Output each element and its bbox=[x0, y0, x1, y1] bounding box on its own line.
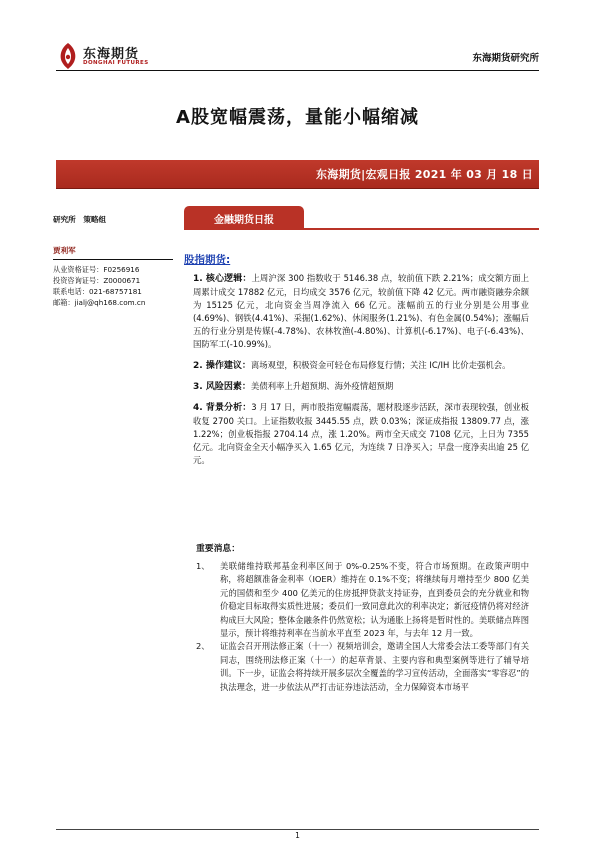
item-text: 美债利率上升超预期、海外疫情超预期 bbox=[250, 380, 394, 391]
section-tab bbox=[184, 206, 304, 228]
item-text: 离场观望，积极资金可轻仓布局修复行情；关注 IC/IH 比价走强机会。 bbox=[250, 359, 511, 370]
news-text: 证监会召开刑法修正案（十一）视频培训会，邀请全国人大常委会法工委等部门有关同志，围绕刑法修正案（十一）的起草背景、主要内容和典型案例等进行了辅导培训。下一步，证监会将持续开展多层次全覆盖的学习宣传活动，全面落实“零容忍”的执法理念，进一步依法从严打击证券违法活动，全力保障资本市场平 bbox=[220, 641, 529, 692]
consulting-number: 投资咨询证号：Z0000671 bbox=[53, 275, 141, 285]
item-text: 上周沪深 300 指数收于 5146.38 点，较前值下跌 2.21%；成交额方面上周累计成交 17882 亿元，日均成交 3576 亿元，较前值下降 42 亿元。两市融资融券余额为 15125 亿元，北向资金当周净流入 66 亿元。涨幅前五的行业分别是公用事业(4.69%)、钢铁(4.41%)、采掘(1.62%)、休闲服务(1.21%)、有色金属(0.54%)；涨幅后五的行业分别是传媒(-4.78%)、农林牧渔(-4.80%)、计算机(-6.17%)、电子(-6.43%)、国防军工(-10.99%)。 bbox=[193, 273, 529, 350]
company-logo bbox=[56, 40, 196, 74]
item-heading: 2. 操作建议： bbox=[193, 360, 251, 371]
logo-chinese-name: 东海期货 bbox=[83, 47, 140, 62]
news-list bbox=[196, 560, 529, 694]
item-heading: 3. 风险因素： bbox=[193, 381, 251, 392]
header-divider bbox=[56, 70, 539, 71]
footer-divider bbox=[56, 829, 539, 830]
news-item bbox=[196, 560, 529, 640]
section-tab-label: 金融期货日报 bbox=[214, 215, 274, 226]
logo-mark-icon bbox=[56, 42, 80, 70]
item-heading: 4. 背景分析： bbox=[193, 402, 252, 413]
qualification-number: 从业资格证号：F0256916 bbox=[53, 264, 140, 274]
phone-number: 联系电话：021-68757181 bbox=[53, 287, 142, 297]
news-heading: 重要消息： bbox=[196, 544, 240, 554]
subheading-stock-index-futures: 股指期货: bbox=[184, 254, 231, 266]
report-info-text: 东海期货|宏观日报 2021 年 03 月 18 日 bbox=[315, 168, 533, 181]
item-text: 3 月 17 日，两市股指宽幅震荡，题材股逐步活跃，深市表现较强，创业板收复 2700 关口。上证指数收报 3445.55 点，跌 0.03%；深证成指报 13809.77 点，涨 1.22%；创业板指报 2704.14 点，涨 1.20%。两市全天成交 7108 亿元，上日为 7355 亿元。北向资金全天小幅净买入 1.65 亿元，为连续 7 日净买入；早盘一度净卖出逾 25 亿元。 bbox=[193, 401, 529, 466]
report-info-band bbox=[56, 160, 539, 189]
analyst-divider bbox=[53, 259, 173, 260]
page-number: 1 bbox=[295, 831, 300, 840]
analysis-item bbox=[193, 272, 529, 352]
section-divider bbox=[184, 228, 539, 230]
news-number: 1、 bbox=[196, 561, 210, 571]
news-item bbox=[196, 640, 529, 694]
email-address[interactable]: 邮箱：jialj@qh168.com.cn bbox=[53, 298, 146, 308]
analysis-body bbox=[193, 272, 529, 474]
analysis-item bbox=[193, 380, 529, 394]
item-heading: 1. 核心逻辑： bbox=[193, 274, 252, 284]
report-title: A股宽幅震荡，量能小幅缩减 bbox=[176, 107, 419, 128]
analyst-name: 贾利军 bbox=[53, 246, 76, 256]
logo-english-name: DONGHAI FUTURES bbox=[83, 60, 149, 66]
analysis-item bbox=[193, 401, 529, 467]
author-panel bbox=[53, 214, 173, 309]
institute-name: 东海期货研究所 bbox=[472, 53, 539, 64]
team-label: 研究所 策略组 bbox=[53, 215, 107, 224]
analysis-item bbox=[193, 359, 529, 373]
news-number: 2、 bbox=[196, 641, 210, 652]
news-text: 美联储维持联邦基金利率区间于 0%-0.25%不变，符合市场预期。在政策声明中称，将超额准备金利率（IOER）维持在 0.1%不变；将继续每月增持至少 800 亿美元的国债和至少 400 亿美元的住房抵押贷款支持证券，直到委员会的充分就业和物价稳定目标取得实质性进展；委员们一致同意此次的利率决定；新冠疫情仍将对经济构成巨大风险；整体金融条件仍然宽松；认为通胀上扬将是暂时性的。美联储点阵图显示，预计将维持利率在当前水平直至 2023 年，与去年 12 月一致。 bbox=[220, 561, 529, 639]
